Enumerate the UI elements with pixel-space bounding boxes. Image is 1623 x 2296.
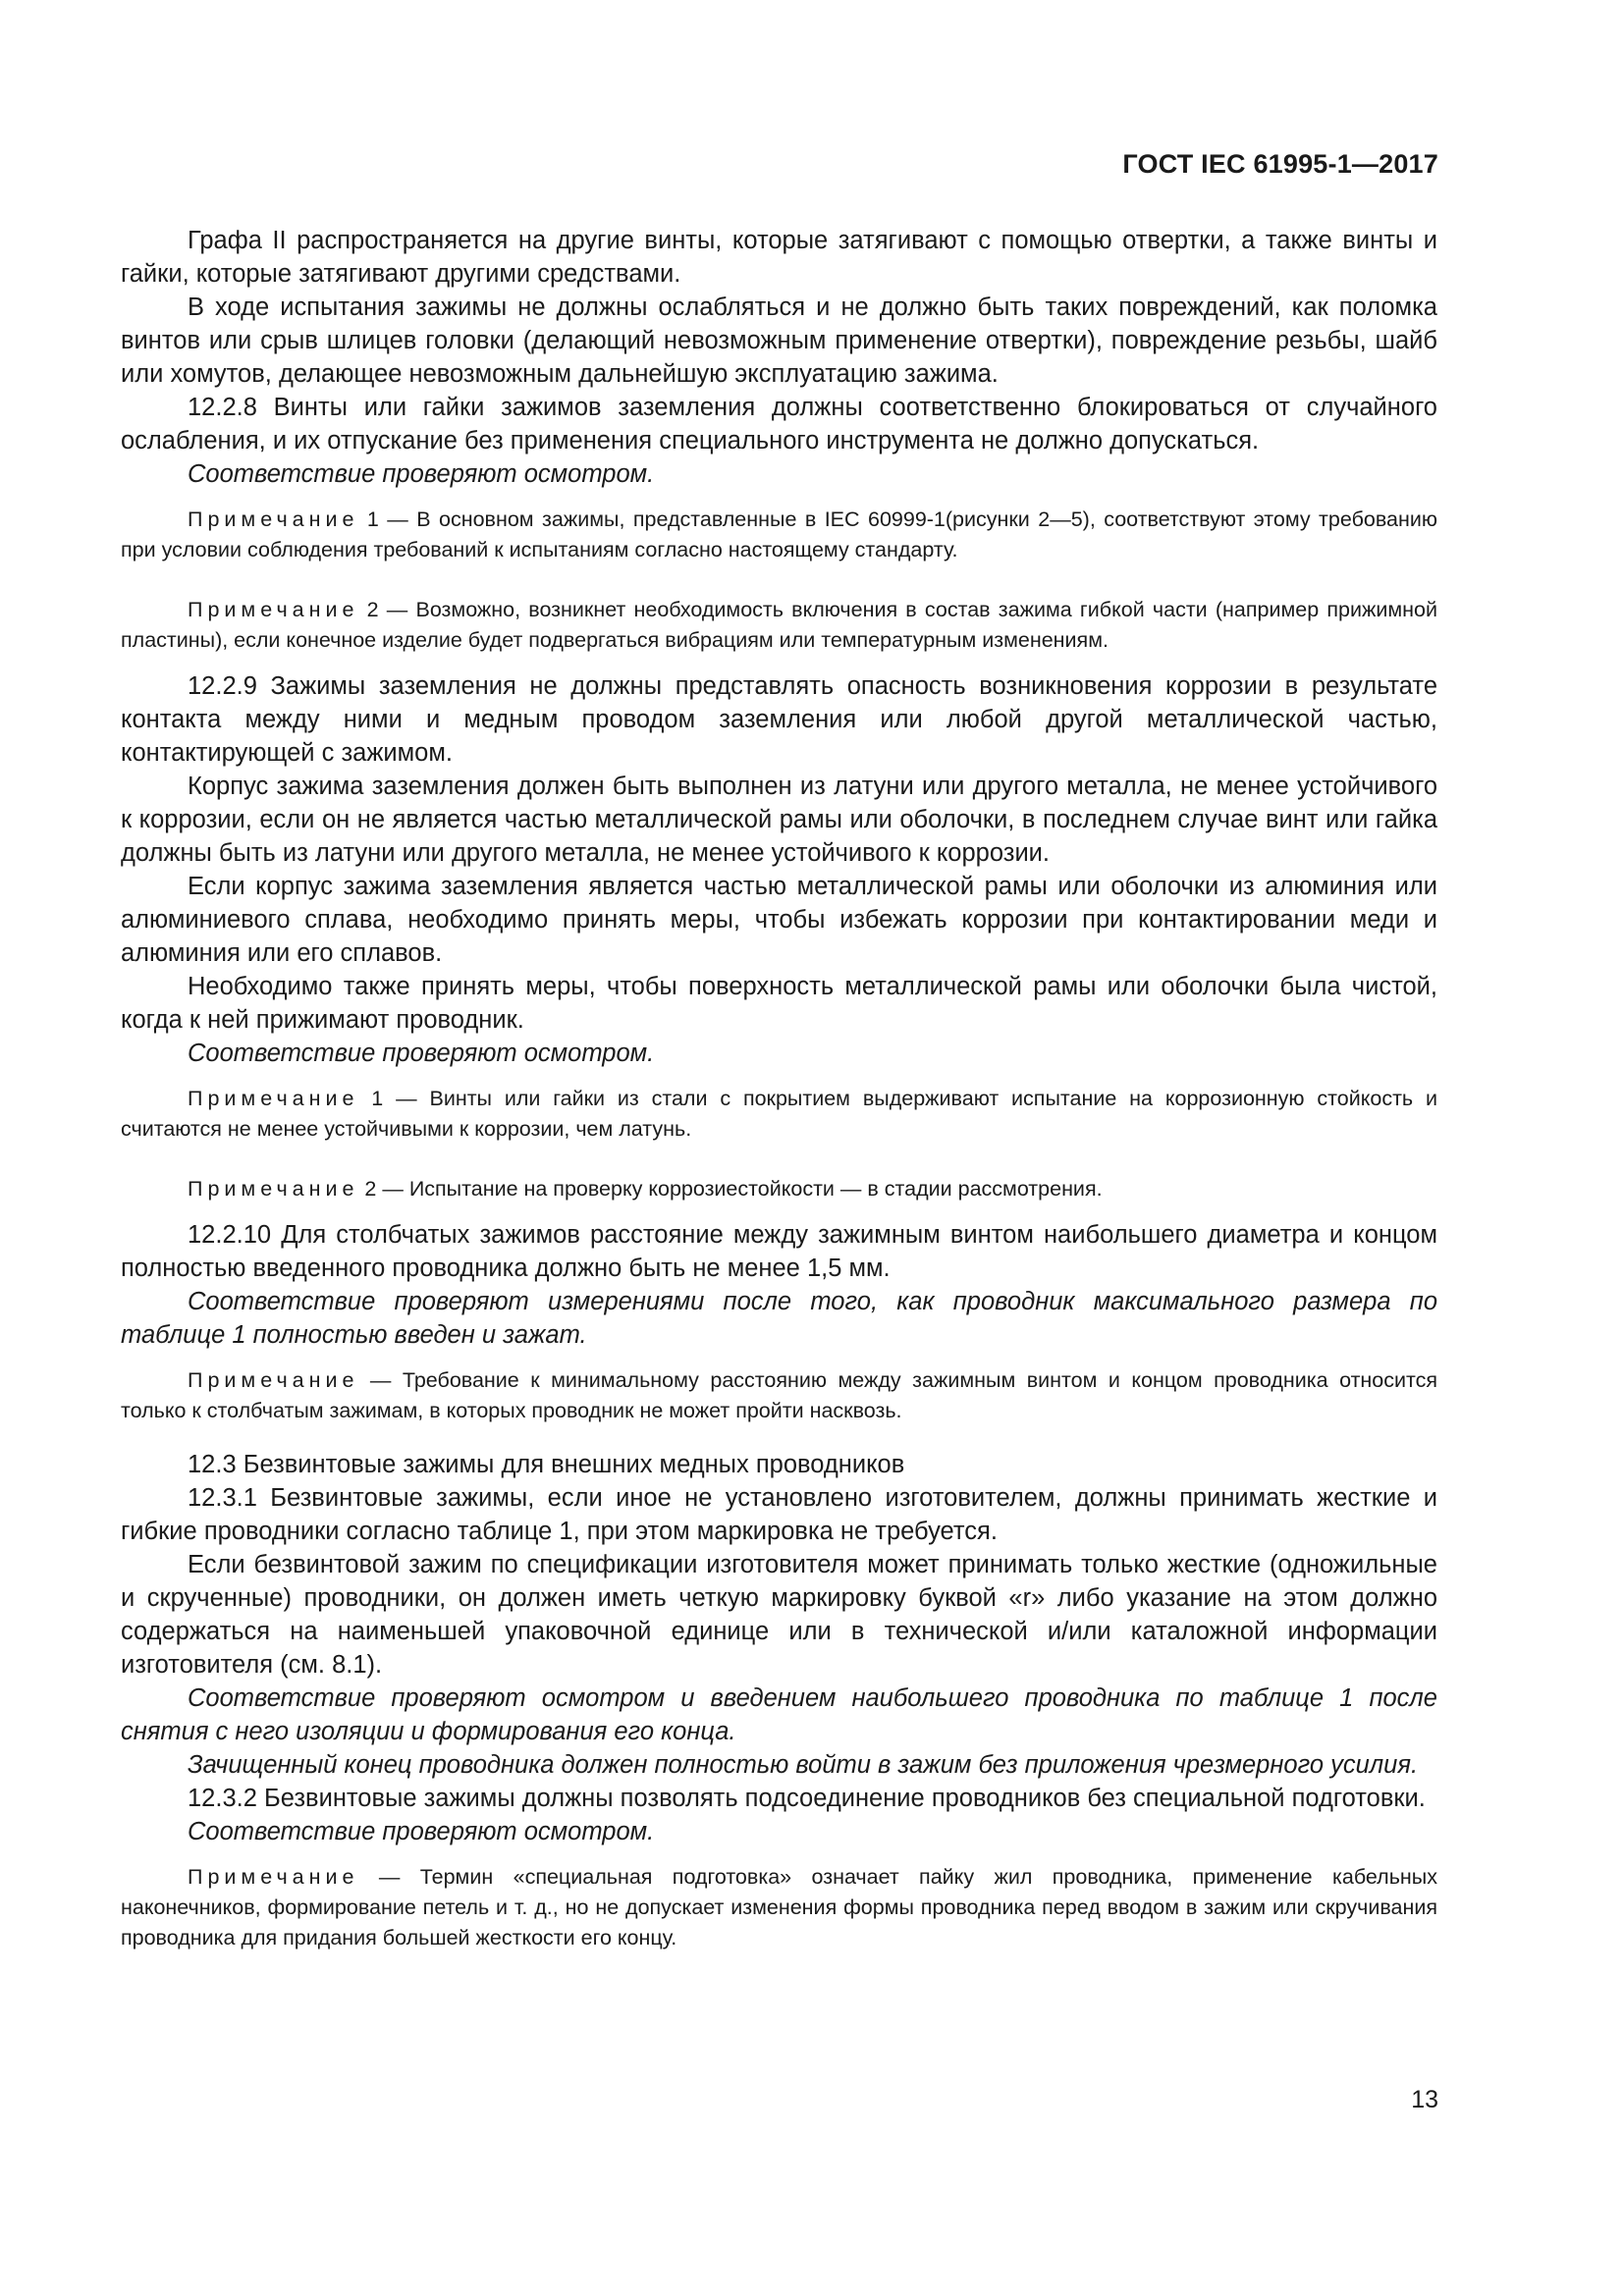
note — [121, 1174, 1437, 1204]
paragraph: Если безвинтовой зажим по спецификации изготовителя может принимать только жесткие (одножильные и скрученные) проводники, он должен иметь четкую маркировку буквой «r» либо указание на этом должно содержаться на наименьшей упаковочной единице или в технической и/или каталожной информации изготовителя (см. 8.1). — [121, 1551, 1437, 1679]
paragraph: 12.2.9 Зажимы заземления не должны представлять опасность возникновения коррозии в результате контакта между ними и медным проводом заземления или любой другой металлической частью, контактирующей с зажимом. — [121, 672, 1437, 767]
note-text: 1 — Винты или гайки из стали с покрытием выдерживают испытание на коррозионную стойкость и считаются не менее устойчивыми к коррозии, чем латунь. — [121, 1087, 1437, 1141]
section-heading: 12.3 Безвинтовые зажимы для внешних медных проводников — [188, 1451, 905, 1478]
note — [121, 505, 1437, 565]
document-body — [121, 224, 1437, 1953]
compliance-statement: Соответствие проверяют осмотром. — [188, 1040, 655, 1067]
page-number: 13 — [1411, 2086, 1438, 2113]
paragraph: В ходе испытания зажимы не должны ослабляться и не должно быть таких повреждений, как поломка винтов или срыв шлицев головки (делающий невозможным применение отвертки), повреждение резьбы, шайб или хомутов, делающее невозможным дальнейшую эксплуатацию зажима. — [121, 294, 1437, 388]
note-text: 2 — Испытание на проверку коррозиестойкости — в стадии рассмотрения. — [358, 1177, 1103, 1201]
compliance-statement: Соответствие проверяют осмотром. — [188, 460, 655, 488]
paragraph: 12.3.2 Безвинтовые зажимы должны позволять подсоединение проводников без специальной подготовки. — [188, 1785, 1426, 1812]
compliance-statement: Соответствие проверяют осмотром. — [188, 1818, 655, 1845]
note-text: — Требование к минимальному расстоянию между зажимным винтом и концом проводника относится только к столбчатым зажимам, в которых проводник не может пройти насквозь. — [121, 1368, 1437, 1422]
note-label: Примечание — [188, 1177, 359, 1201]
paragraph: 12.3.1 Безвинтовые зажимы, если иное не установлено изготовителем, должны принимать жесткие и гибкие проводники согласно таблице 1, при этом маркировка не требуется. — [121, 1484, 1437, 1545]
compliance-statement: Соответствие проверяют осмотром и введением наибольшего проводника по таблице 1 после снятия с него изоляции и формирования его конца. — [121, 1684, 1437, 1745]
note — [121, 1084, 1437, 1145]
paragraph: Графа II распространяется на другие винты, которые затягивают с помощью отвертки, а также винты и гайки, которые затягивают другими средствами. — [121, 227, 1437, 288]
note-label: Примечание — [188, 598, 359, 621]
note-text: — Термин «специальная подготовка» означает пайку жил проводника, применение кабельных наконечников, формирование петель и т. д., но не допускает изменения формы проводника перед вводом в зажим или скручивания проводника для придания большей жесткости его концу. — [121, 1865, 1437, 1949]
paragraph: 12.2.8 Винты или гайки зажимов заземления должны соответственно блокироваться от случайного ослабления, и их отпускание без применения специального инструмента не должно допускаться. — [121, 394, 1437, 454]
compliance-statement: Соответствие проверяют измерениями после того, как проводник максимального размера по таблице 1 полностью введен и зажат. — [121, 1288, 1437, 1349]
note — [121, 1862, 1437, 1953]
note-text: 1 — В основном зажимы, представленные в IEC 60999-1(рисунки 2—5), соответствуют этому требованию при условии соблюдения требований к испытаниям согласно настоящему стандарту. — [121, 507, 1437, 561]
note — [121, 595, 1437, 656]
note-label: Примечание — [188, 1087, 359, 1110]
note-text: 2 — Возможно, возникнет необходимость включения в состав зажима гибкой части (например прижимной пластины), если конечное изделие будет подвергаться вибрациям или температурным изменениям. — [121, 598, 1437, 652]
compliance-statement: Зачищенный конец проводника должен полностью войти в зажим без приложения чрезмерного усилия. — [188, 1751, 1419, 1779]
paragraph: Корпус зажима заземления должен быть выполнен из латуни или другого металла, не менее устойчивого к коррозии, если он не является частью металлической рамы или оболочки, в последнем случае винт или гайка должны быть из латуни или другого металла, не менее устойчивого к коррозии. — [121, 773, 1437, 867]
document-header: ГОСТ IEC 61995-1—2017 — [1122, 149, 1438, 179]
paragraph: Если корпус зажима заземления является частью металлической рамы или оболочки из алюминия или алюминиевого сплава, необходимо принять меры, чтобы избежать коррозии при контактировании меди и алюминия или его сплавов. — [121, 873, 1437, 967]
note — [121, 1365, 1437, 1426]
note-label: Примечание — [188, 507, 359, 531]
paragraph: 12.2.10 Для столбчатых зажимов расстояние между зажимным винтом наибольшего диаметра и концом полностью введенного проводника должно быть не менее 1,5 мм. — [121, 1221, 1437, 1282]
paragraph: Необходимо также принять меры, чтобы поверхность металлической рамы или оболочки была чистой, когда к ней прижимают проводник. — [121, 973, 1437, 1034]
note-label: Примечание — [188, 1368, 359, 1392]
note-label: Примечание — [188, 1865, 359, 1889]
